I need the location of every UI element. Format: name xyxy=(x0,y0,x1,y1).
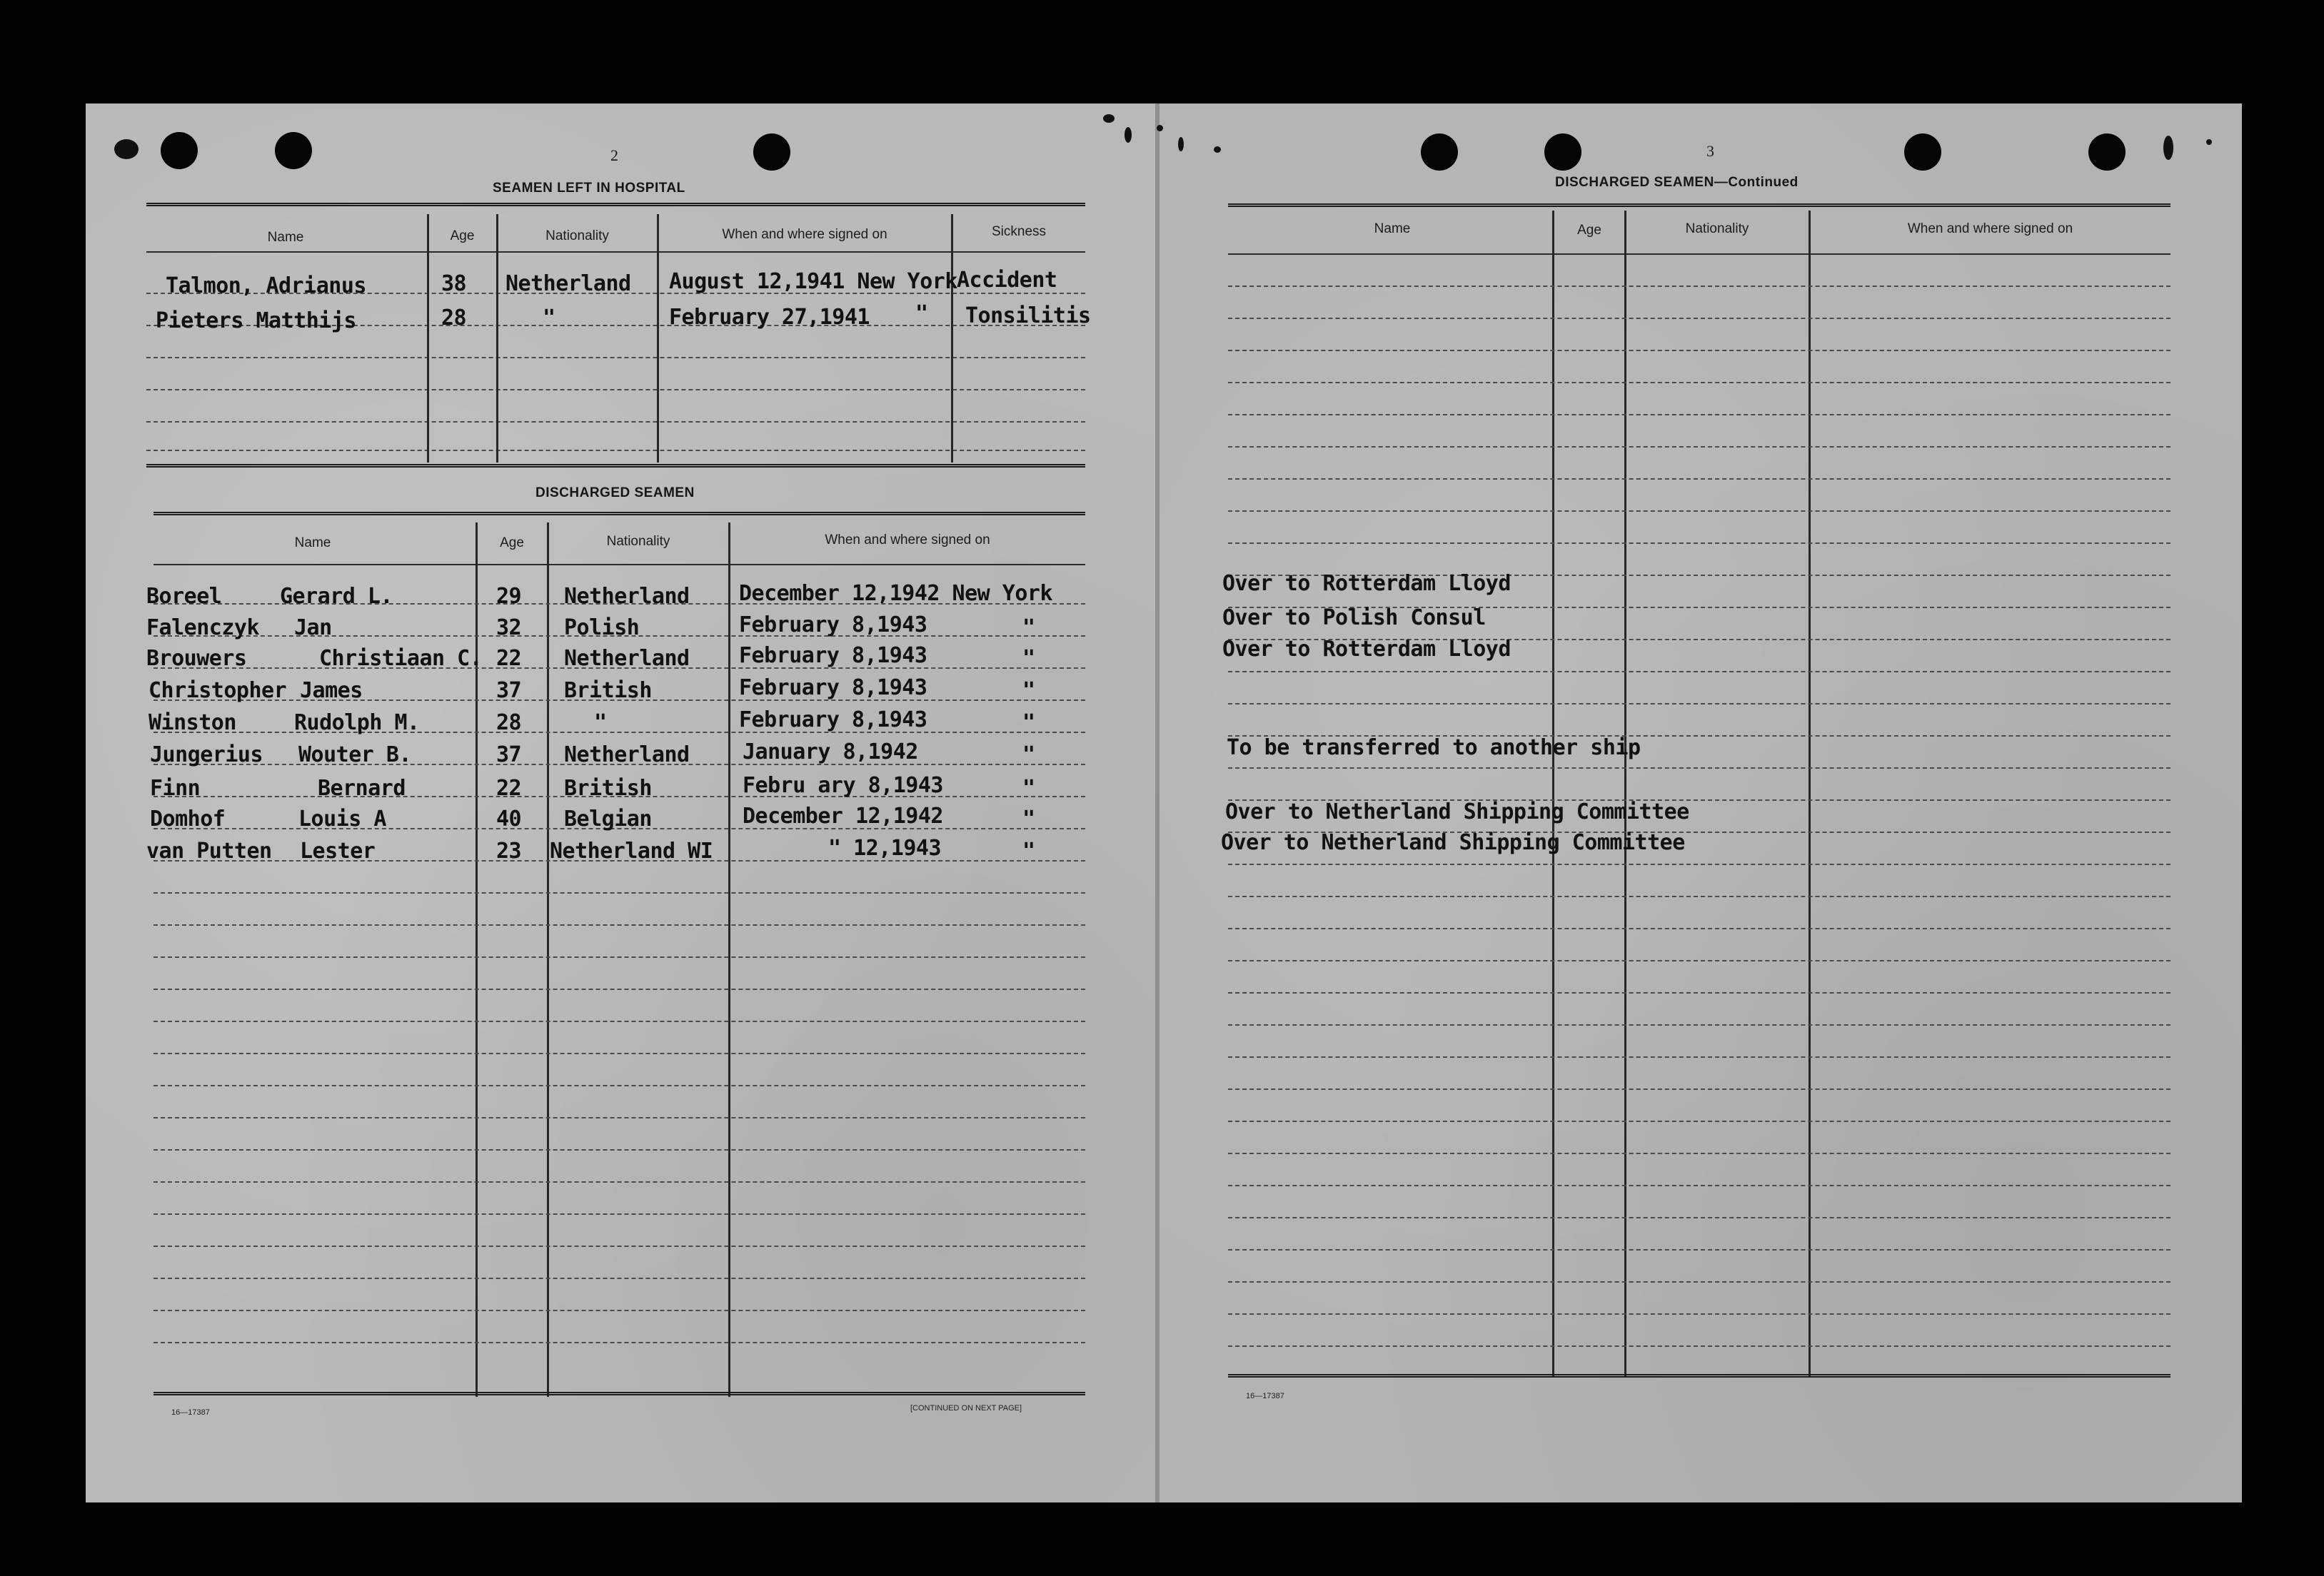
hospital-row-age: 28 xyxy=(441,305,467,330)
punch-hole-icon xyxy=(753,133,790,171)
table-rule xyxy=(1228,1281,2170,1283)
table-rule xyxy=(1228,1153,2170,1154)
table-rule xyxy=(1228,1088,2170,1090)
discharged-row-signed-on: Febru ary 8,1943 xyxy=(743,773,943,798)
table-rule xyxy=(1228,960,2170,961)
discharged-row-surname: Boreel xyxy=(146,584,222,609)
column-header-sickness: Sickness xyxy=(991,224,1047,239)
transfer-note: Over to Netherland Shipping Committee xyxy=(1225,799,1689,824)
discharged-row-signed-on: February 8,1943 xyxy=(739,675,927,700)
discharged-row-signed-on: February 8,1943 xyxy=(739,643,927,668)
discharged-row-age: 22 xyxy=(496,776,522,801)
table-rule xyxy=(154,956,1085,958)
discharged-section-title: DISCHARGED SEAMEN xyxy=(535,485,695,500)
ink-speck xyxy=(1178,137,1184,151)
column-header-age: Age xyxy=(450,228,475,243)
column-rule xyxy=(951,214,953,463)
punch-hole-icon xyxy=(1904,133,1941,171)
table-rule xyxy=(1228,350,2170,351)
discharged-row-given: Jan xyxy=(294,615,332,640)
hospital-row-sickness: Accident xyxy=(957,268,1057,293)
punch-hole-icon xyxy=(1544,133,1581,171)
discharged-row-age: 32 xyxy=(496,615,522,640)
punch-hole-icon xyxy=(161,132,198,169)
hospital-row-name: Pieters Matthijs xyxy=(156,308,356,333)
table-rule xyxy=(154,1053,1085,1054)
right-section-title xyxy=(1555,175,1799,191)
hospital-row-nationality: Netherland xyxy=(505,271,631,296)
table-rule xyxy=(146,464,1085,468)
hospital-row-nationality: " xyxy=(543,305,555,330)
table-rule xyxy=(1228,864,2170,865)
column-header-signed-on: When and where signed on xyxy=(825,532,990,547)
discharged-row-signed-on: December 12,1942 xyxy=(743,804,943,829)
discharged-row-nationality: " xyxy=(594,710,607,735)
table-rule xyxy=(146,251,1085,253)
discharged-row-age: 28 xyxy=(496,710,522,735)
table-rule xyxy=(1228,1185,2170,1186)
discharged-row-surname: Domhof xyxy=(150,807,226,832)
table-rule xyxy=(154,1085,1085,1086)
column-rule xyxy=(427,214,429,463)
column-header-name: Name xyxy=(267,230,304,245)
table-rule xyxy=(1228,896,2170,897)
column-rule xyxy=(1624,211,1626,1378)
discharged-row-given: Lester xyxy=(300,839,376,864)
right-title-suffix: —Continued xyxy=(1714,175,1799,190)
table-rule xyxy=(154,1246,1085,1247)
hospital-row-sickness: Tonsilitis xyxy=(965,303,1091,328)
discharged-row-age: 40 xyxy=(496,807,522,832)
continued-note: [CONTINUED ON NEXT PAGE] xyxy=(910,1404,1022,1413)
hospital-row-name: Talmon, Adrianus xyxy=(166,273,366,298)
discharged-row-signed-on: February 8,1943 xyxy=(739,612,927,637)
table-rule xyxy=(1228,510,2170,512)
page-fold xyxy=(1155,103,1160,1502)
column-rule xyxy=(496,214,498,463)
transfer-note: To be transferred to another ship xyxy=(1227,735,1641,760)
column-header-nationality: Nationality xyxy=(1685,221,1749,236)
form-number: 16—17387 xyxy=(171,1408,210,1417)
discharged-row-ditto: " xyxy=(1022,646,1035,671)
discharged-row-ditto: " xyxy=(1022,678,1035,703)
table-rule xyxy=(1228,414,2170,415)
discharged-row-nationality: British xyxy=(564,678,652,703)
discharged-row-surname: van Putten xyxy=(146,839,272,864)
table-rule xyxy=(146,421,1085,423)
punch-hole-icon xyxy=(2088,133,2126,171)
discharged-row-nationality: Netherland xyxy=(564,584,690,609)
page-number: 3 xyxy=(1706,142,1714,160)
column-header-nationality: Nationality xyxy=(606,534,670,549)
discharged-row-ditto: " xyxy=(1022,776,1035,801)
right-title-main: DISCHARGED SEAMEN xyxy=(1555,175,1714,190)
discharged-row-ditto: " xyxy=(1022,742,1035,767)
discharged-row-given: Bernard xyxy=(318,776,406,801)
table-rule xyxy=(1228,1121,2170,1122)
table-rule xyxy=(1228,253,2170,255)
discharged-row-given: Wouter B. xyxy=(298,742,412,767)
discharged-row-given: Rudolph M. xyxy=(294,710,420,735)
table-rule xyxy=(154,924,1085,926)
discharged-row-surname: Winston xyxy=(149,710,236,735)
discharged-row-age: 23 xyxy=(496,839,522,864)
discharged-row-given: Louis A xyxy=(298,807,386,832)
discharged-row-surname: Jungerius xyxy=(150,742,263,767)
discharged-row-given: Gerard L. xyxy=(280,584,393,609)
table-rule xyxy=(154,1310,1085,1311)
table-rule xyxy=(1228,1217,2170,1218)
table-rule xyxy=(154,732,1085,733)
punch-hole-icon xyxy=(275,132,312,169)
ink-speck xyxy=(1103,114,1115,123)
column-header-age: Age xyxy=(1577,223,1601,238)
table-rule xyxy=(154,892,1085,894)
table-rule xyxy=(1228,1249,2170,1251)
discharged-row-nationality: Netherland WI xyxy=(550,839,713,864)
table-rule xyxy=(1228,542,2170,544)
table-rule xyxy=(1228,203,2170,207)
table-rule xyxy=(154,1117,1085,1118)
column-rule xyxy=(547,522,549,1397)
discharged-row-nationality: Polish xyxy=(564,615,640,640)
discharged-row-ditto: " xyxy=(1022,839,1035,864)
column-rule xyxy=(1552,211,1554,1378)
table-rule xyxy=(1228,382,2170,383)
hospital-section-title: SEAMEN LEFT IN HOSPITAL xyxy=(493,181,685,196)
hospital-row-ditto: " xyxy=(915,301,928,326)
ink-speck xyxy=(2206,139,2212,145)
discharged-row-age: 37 xyxy=(496,678,522,703)
discharged-row-signed-on: January 8,1942 xyxy=(743,739,918,764)
discharged-row-surname: Christopher xyxy=(149,678,287,703)
table-rule xyxy=(1228,1313,2170,1315)
transfer-note: Over to Rotterdam Lloyd xyxy=(1222,637,1511,662)
table-rule xyxy=(154,1149,1085,1151)
table-rule xyxy=(1228,671,2170,672)
discharged-row-surname: Falenczyk xyxy=(146,615,260,640)
table-rule xyxy=(146,357,1085,358)
table-rule xyxy=(146,450,1085,451)
table-rule xyxy=(154,1021,1085,1022)
transfer-note: Over to Netherland Shipping Committee xyxy=(1221,830,1685,855)
table-rule xyxy=(1228,446,2170,448)
column-rule xyxy=(657,214,659,463)
discharged-row-nationality: Netherland xyxy=(564,742,690,767)
table-rule xyxy=(154,1278,1085,1279)
column-header-signed-on: When and where signed on xyxy=(1907,221,2073,236)
column-header-signed-on: When and where signed on xyxy=(722,227,887,242)
discharged-row-surname: Brouwers xyxy=(146,646,247,671)
transfer-note: Over to Polish Consul xyxy=(1222,605,1486,630)
discharged-row-ditto: " xyxy=(1022,615,1035,640)
table-rule xyxy=(154,1213,1085,1215)
discharged-row-ditto: " xyxy=(1022,807,1035,832)
page-number: 2 xyxy=(610,146,618,164)
discharged-row-given: James xyxy=(300,678,363,703)
discharged-row-signed-on: February 8,1943 xyxy=(739,707,927,732)
ink-speck xyxy=(1214,146,1221,153)
hospital-row-signed-on: August 12,1941 New York xyxy=(669,269,957,294)
table-rule xyxy=(146,203,1085,206)
table-rule xyxy=(1228,1056,2170,1058)
table-rule xyxy=(154,1392,1085,1395)
table-rule xyxy=(1228,478,2170,480)
table-rule xyxy=(146,389,1085,390)
discharged-row-age: 29 xyxy=(496,584,522,609)
table-rule xyxy=(154,1342,1085,1343)
discharged-row-surname: Finn xyxy=(150,776,201,801)
table-rule xyxy=(154,564,1085,565)
ink-speck xyxy=(1157,125,1163,131)
column-header-nationality: Nationality xyxy=(545,228,609,243)
ink-speck xyxy=(114,139,139,159)
table-rule xyxy=(1228,992,2170,994)
table-rule xyxy=(1228,318,2170,319)
punch-hole-icon xyxy=(1421,133,1458,171)
table-rule xyxy=(154,989,1085,990)
discharged-row-nationality: British xyxy=(564,776,652,801)
discharged-row-given: Christiaan C. xyxy=(319,646,483,671)
table-rule xyxy=(154,512,1085,515)
column-header-name: Name xyxy=(1374,221,1411,236)
discharged-row-ditto: " xyxy=(1022,710,1035,735)
column-header-name: Name xyxy=(294,535,331,550)
discharged-row-signed-on: " 12,1943 xyxy=(828,836,942,861)
discharged-row-age: 37 xyxy=(496,742,522,767)
table-rule xyxy=(1228,767,2170,769)
table-rule xyxy=(154,1181,1085,1183)
column-header-age: Age xyxy=(500,535,524,550)
discharged-row-nationality: Netherland xyxy=(564,646,690,671)
table-rule xyxy=(1228,1374,2170,1378)
discharged-row-nationality: Belgian xyxy=(564,807,652,832)
table-rule xyxy=(1228,1345,2170,1347)
discharged-row-signed-on: December 12,1942 New York xyxy=(739,581,1053,606)
form-number: 16—17387 xyxy=(1246,1392,1284,1400)
table-rule xyxy=(1228,286,2170,287)
ink-speck xyxy=(1125,127,1132,143)
table-rule xyxy=(1228,1024,2170,1026)
column-rule xyxy=(1809,211,1811,1378)
hospital-row-age: 38 xyxy=(441,271,467,296)
hospital-row-signed-on: February 27,1941 xyxy=(669,305,870,330)
table-rule xyxy=(1228,703,2170,704)
column-rule xyxy=(728,522,730,1397)
transfer-note: Over to Rotterdam Lloyd xyxy=(1222,571,1511,596)
discharged-row-age: 22 xyxy=(496,646,522,671)
table-rule xyxy=(1228,928,2170,929)
ink-speck xyxy=(2163,136,2173,160)
